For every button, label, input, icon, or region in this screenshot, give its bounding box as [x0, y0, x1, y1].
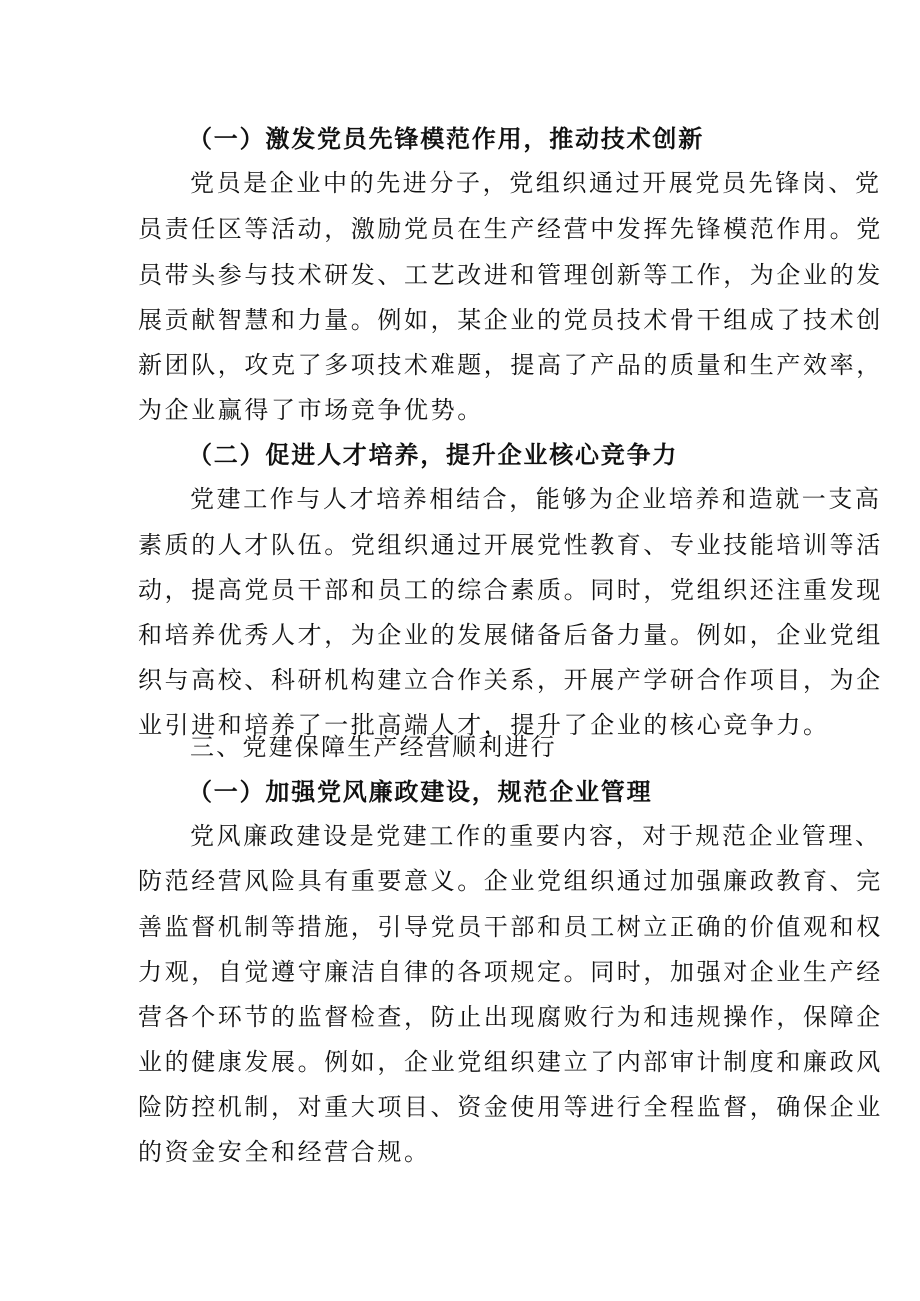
paragraph-line: 员责任区等活动，激励党员在生产经营中发挥先锋模范作用。党 — [138, 215, 883, 243]
subheading-pioneer-role: （一）激发党员先锋模范作用，推动技术创新 — [188, 125, 704, 153]
paragraph-line: 险防控机制，对重大项目、资金使用等进行全程监督，确保企业 — [138, 1093, 883, 1121]
paragraph-line: 为企业赢得了市场竞争优势。 — [138, 396, 484, 424]
section-heading-3: 三、党建保障生产经营顺利进行 — [190, 733, 557, 761]
paragraph-line: 善监督机制等措施，引导党员干部和员工树立正确的价值观和权 — [138, 913, 883, 941]
subheading-integrity-building: （一）加强党风廉政建设，规范企业管理 — [188, 778, 653, 806]
paragraph-line: 党员是企业中的先进分子，党组织通过开展党员先锋岗、党 — [190, 169, 882, 197]
paragraph-line: 营各个环节的监督检查，防止出现腐败行为和违规操作，保障企 — [138, 1003, 883, 1031]
paragraph-line: 党建工作与人才培养相结合，能够为企业培养和造就一支高 — [190, 485, 882, 513]
paragraph-line: 展贡献智慧和力量。例如，某企业的党员技术骨干组成了技术创 — [138, 306, 883, 334]
paragraph-line: 的资金安全和经营合规。 — [138, 1138, 431, 1166]
paragraph-line: 和培养优秀人才，为企业的发展储备后备力量。例如，企业党组 — [138, 621, 883, 649]
paragraph-line: 业的健康发展。例如，企业党组织建立了内部审计制度和廉政风 — [138, 1048, 883, 1076]
paragraph-line: 防范经营风险具有重要意义。企业党组织通过加强廉政教育、完 — [138, 867, 883, 895]
paragraph-line: 织与高校、科研机构建立合作关系，开展产学研合作项目，为企 — [138, 666, 883, 694]
paragraph-line: 员带头参与技术研发、工艺改进和管理创新等工作，为企业的发 — [138, 261, 883, 289]
paragraph-line: 党风廉政建设是党建工作的重要内容，对于规范企业管理、 — [190, 822, 882, 850]
paragraph-line: 新团队，攻克了多项技术难题，提高了产品的质量和生产效率， — [138, 351, 883, 379]
subheading-talent-cultivation: （二）促进人才培养，提升企业核心竞争力 — [188, 441, 679, 469]
paragraph-line: 动，提高党员干部和员工的综合素质。同时，党组织还注重发现 — [138, 576, 883, 604]
paragraph-line: 素质的人才队伍。党组织通过开展党性教育、专业技能培训等活 — [138, 531, 883, 559]
paragraph-line: 力观，自觉遵守廉洁自律的各项规定。同时，加强对企业生产经 — [138, 958, 883, 986]
paragraph-line: 业引进和培养了一批高端人才，提升了企业的核心竞争力。 — [138, 711, 830, 739]
